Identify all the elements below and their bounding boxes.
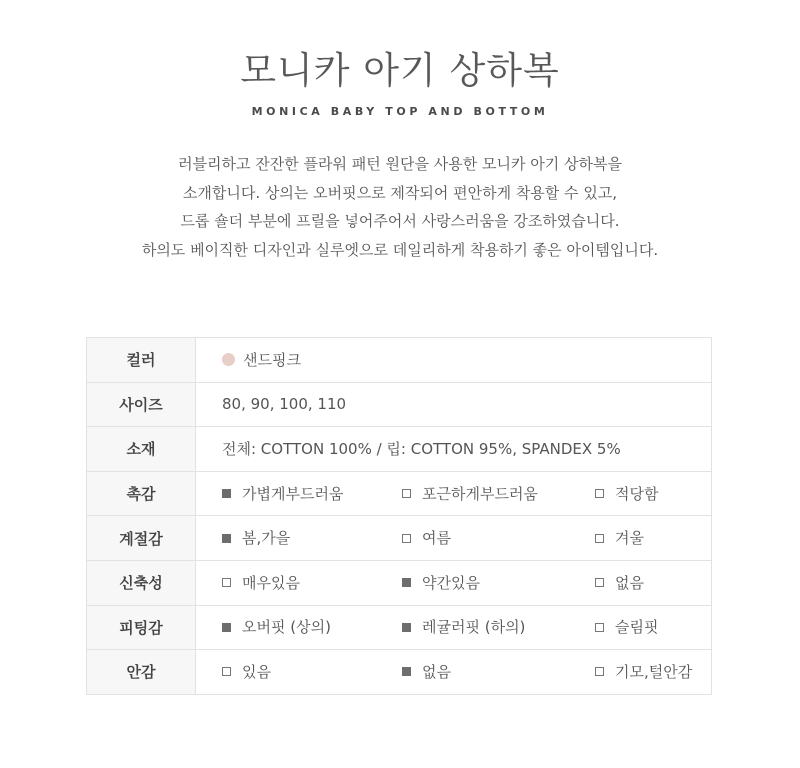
description-line: 드롭 숄더 부분에 프릴을 넣어주어서 사랑스러움을 강조하였습니다. bbox=[180, 212, 620, 230]
product-title: 모니카 아기 상하복 bbox=[240, 49, 560, 92]
spec-label-lining: 안감 bbox=[87, 650, 196, 695]
option-item bbox=[595, 616, 658, 638]
checked-box-icon bbox=[222, 489, 231, 498]
option-label: 매우있음 bbox=[242, 573, 300, 592]
option-item bbox=[595, 661, 692, 683]
unchecked-box-icon bbox=[595, 578, 604, 587]
spec-row-texture bbox=[87, 471, 712, 516]
spec-row-material bbox=[87, 427, 712, 472]
option-item bbox=[595, 527, 644, 549]
checked-box-icon bbox=[402, 667, 411, 676]
option-item bbox=[402, 483, 538, 505]
description-line: 러블리하고 잔잔한 플라워 패턴 원단을 사용한 모니카 아기 상하복을 bbox=[178, 155, 622, 173]
spec-value-material bbox=[196, 427, 712, 472]
option-item bbox=[222, 616, 331, 638]
option-item bbox=[402, 616, 525, 638]
option-label: 슬림핏 bbox=[615, 618, 659, 637]
checked-box-icon bbox=[222, 623, 231, 632]
option-label: 포근하게부드러움 bbox=[422, 484, 538, 503]
spec-row-stretch bbox=[87, 560, 712, 605]
description-line: 하의도 베이직한 디자인과 실루엣으로 데일리하게 착용하기 좋은 아이템입니다. bbox=[141, 240, 659, 259]
option-item bbox=[402, 527, 451, 549]
spec-row-size bbox=[87, 382, 712, 427]
spec-value-size bbox=[196, 382, 712, 427]
spec-value-season bbox=[196, 516, 712, 561]
spec-row-lining bbox=[87, 650, 712, 695]
unchecked-box-icon bbox=[595, 489, 604, 498]
option-label: 겨울 bbox=[615, 529, 644, 548]
product-subtitle: MONICA BABY TOP AND BOTTOM bbox=[251, 105, 549, 118]
spec-label-stretch: 신축성 bbox=[87, 560, 196, 605]
option-label: 여름 bbox=[422, 529, 451, 548]
spec-value-color bbox=[196, 338, 712, 383]
spec-row-color bbox=[87, 338, 712, 383]
option-label: 약간있음 bbox=[422, 573, 480, 592]
spec-label-fit: 피팅감 bbox=[87, 605, 196, 650]
spec-label-size: 사이즈 bbox=[87, 382, 196, 427]
spec-value-stretch bbox=[196, 560, 712, 605]
option-item bbox=[402, 572, 480, 594]
spec-label-material: 소재 bbox=[87, 427, 196, 472]
checked-box-icon bbox=[402, 578, 411, 587]
spec-label-color: 컬러 bbox=[87, 338, 196, 383]
unchecked-box-icon bbox=[402, 489, 411, 498]
unchecked-box-icon bbox=[595, 623, 604, 632]
color-swatch-icon bbox=[222, 353, 235, 366]
product-description bbox=[0, 150, 800, 264]
spec-row-season bbox=[87, 516, 712, 561]
unchecked-box-icon bbox=[222, 578, 231, 587]
spec-row-fit bbox=[87, 605, 712, 650]
spec-value-texture bbox=[196, 471, 712, 516]
checked-box-icon bbox=[402, 623, 411, 632]
unchecked-box-icon bbox=[402, 534, 411, 543]
option-label: 없음 bbox=[615, 573, 644, 592]
option-item bbox=[402, 661, 451, 683]
spec-label-texture: 촉감 bbox=[87, 471, 196, 516]
unchecked-box-icon bbox=[595, 667, 604, 676]
option-label: 레귤러핏 (하의) bbox=[422, 618, 526, 637]
option-item bbox=[595, 572, 644, 594]
option-label: 기모,털안감 bbox=[615, 662, 693, 681]
option-item bbox=[595, 483, 658, 505]
material-text: 전체: COTTON 100% / 립: COTTON 95%, SPANDEX 5% bbox=[222, 440, 621, 459]
description-line: 소개합니다. 상의는 오버핏으로 제작되어 편안하게 착용할 수 있고, bbox=[182, 183, 618, 202]
unchecked-box-icon bbox=[595, 534, 604, 543]
option-item bbox=[222, 483, 343, 505]
option-item bbox=[222, 572, 300, 594]
option-item bbox=[222, 661, 271, 683]
option-label: 가볍게부드러움 bbox=[242, 484, 344, 503]
option-label: 적당함 bbox=[615, 484, 659, 503]
option-label: 봄,가을 bbox=[242, 529, 291, 548]
option-label: 없음 bbox=[422, 662, 451, 681]
spec-value-lining bbox=[196, 650, 712, 695]
color-name: 샌드핑크 bbox=[243, 351, 301, 370]
checked-box-icon bbox=[222, 534, 231, 543]
spec-label-season: 계절감 bbox=[87, 516, 196, 561]
spec-table bbox=[86, 337, 712, 695]
size-list: 80, 90, 100, 110 bbox=[222, 395, 347, 414]
unchecked-box-icon bbox=[222, 667, 231, 676]
option-label: 있음 bbox=[242, 662, 271, 681]
option-label: 오버핏 (상의) bbox=[242, 618, 331, 637]
spec-value-fit bbox=[196, 605, 712, 650]
option-item bbox=[222, 527, 290, 549]
